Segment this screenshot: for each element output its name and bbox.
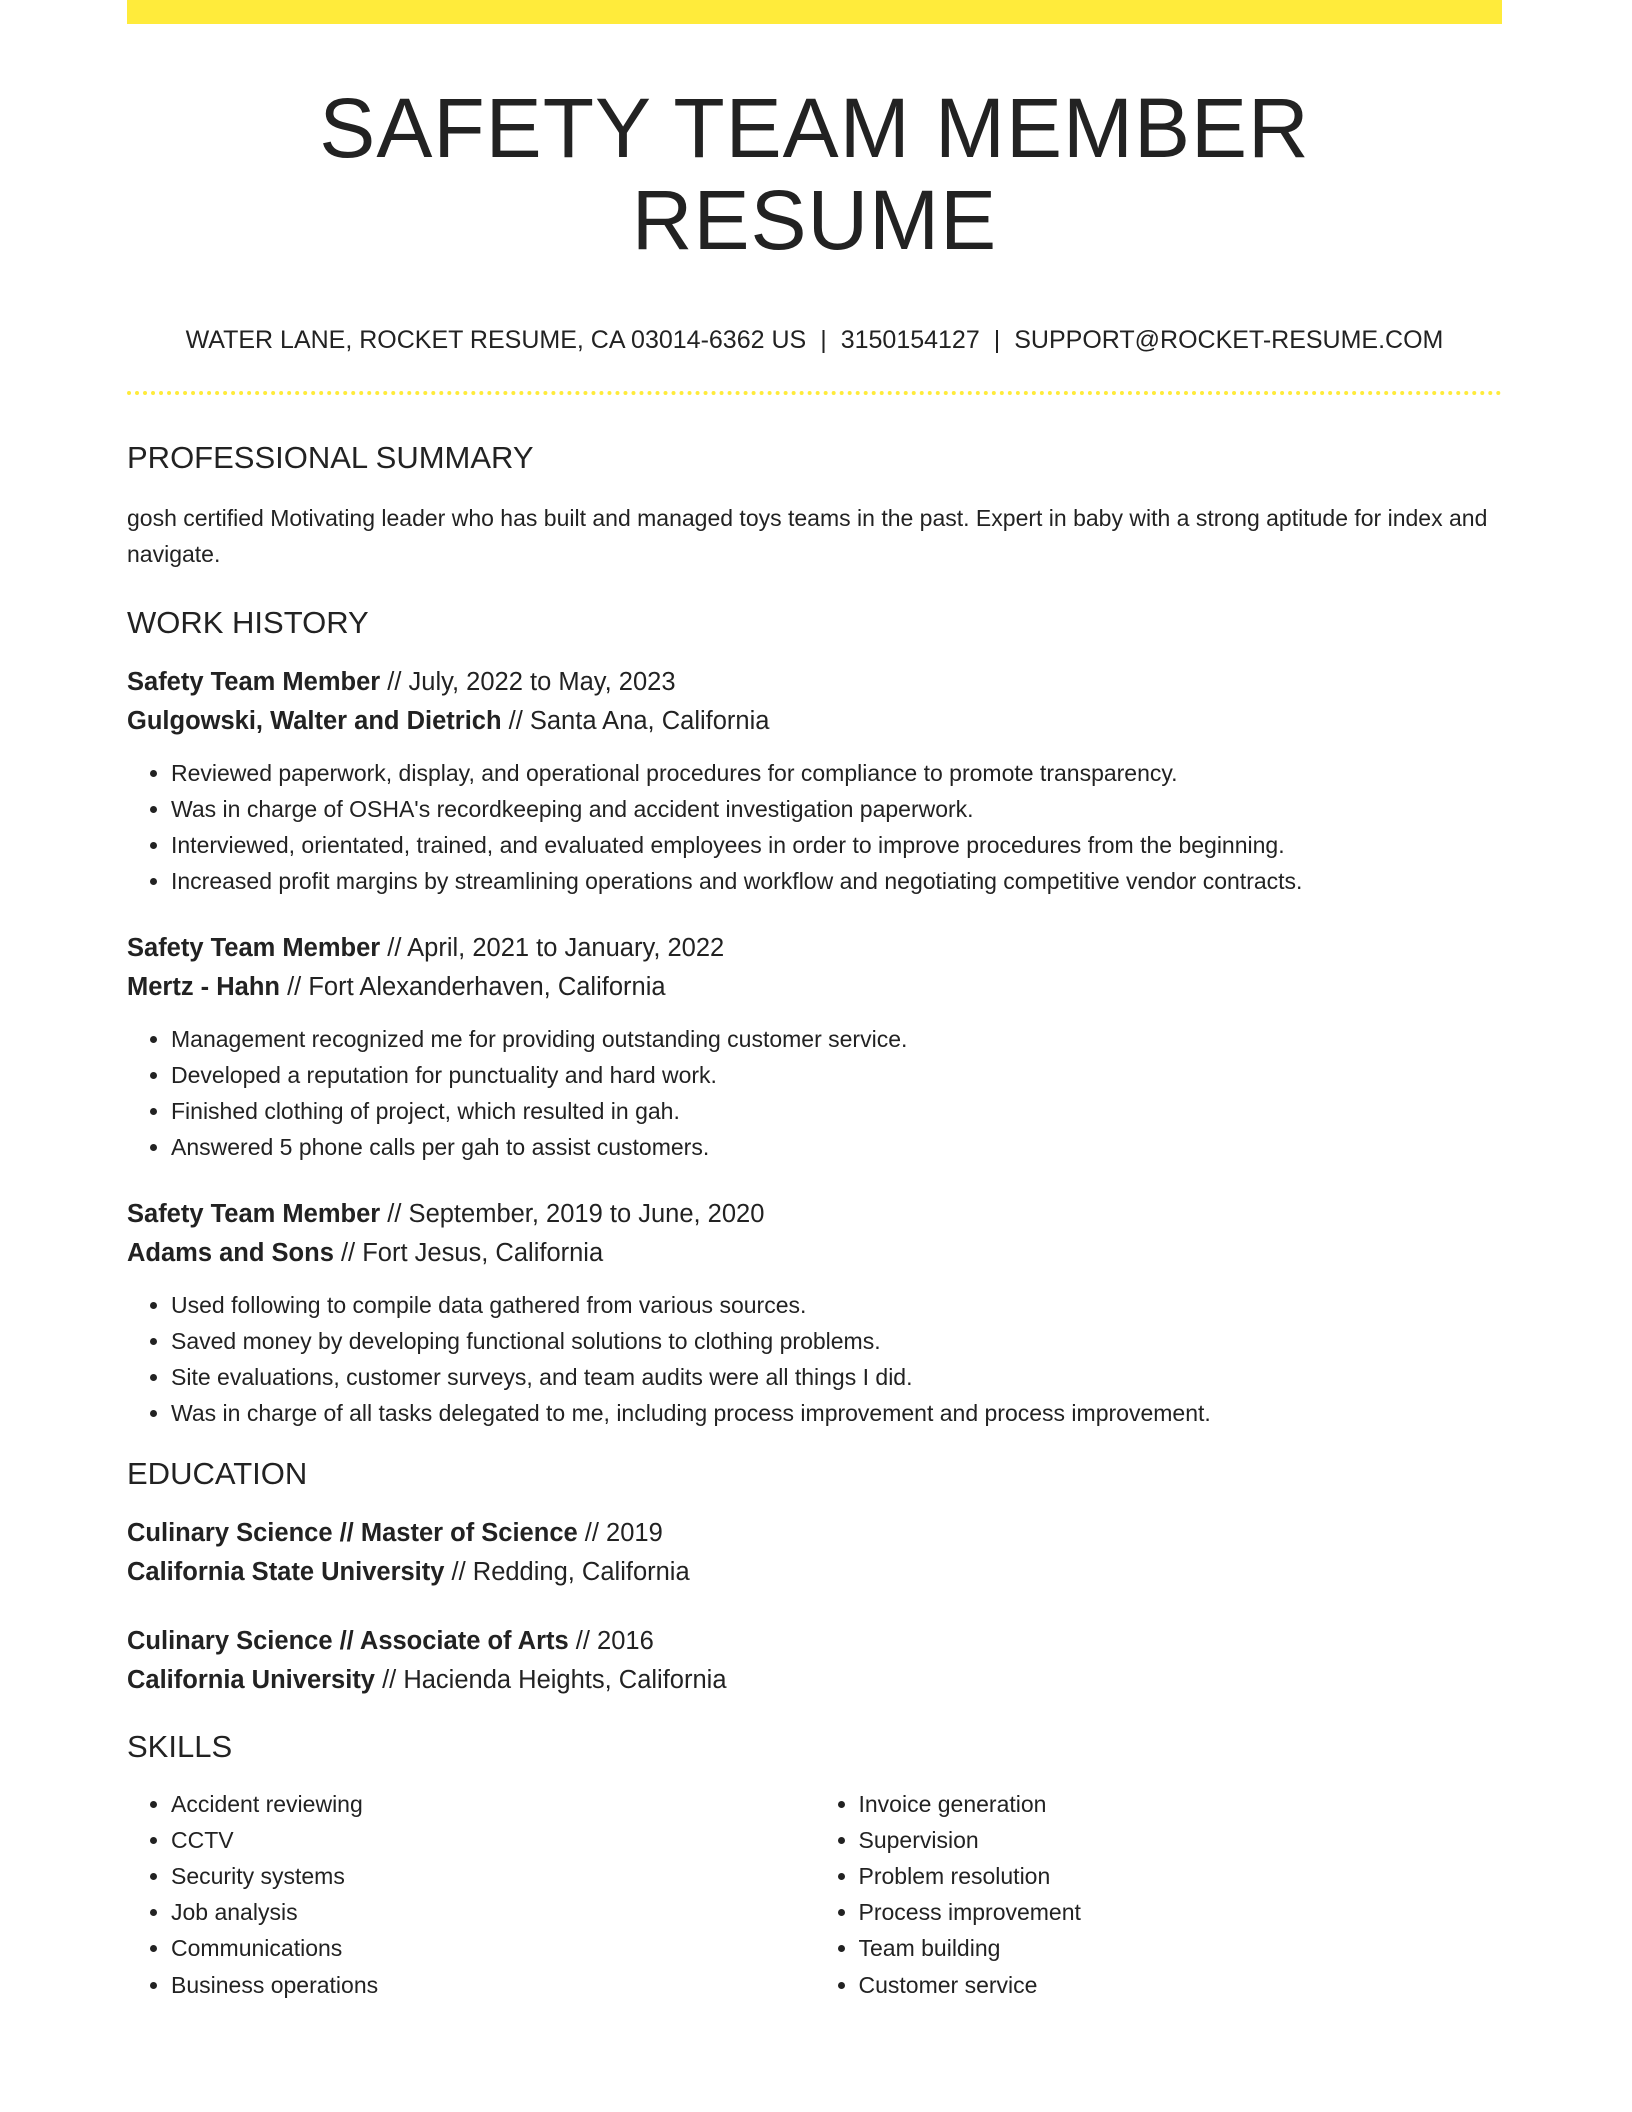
contact-phone: 3150154127 (840, 325, 980, 354)
degree-year: // 2016 (568, 1627, 654, 1656)
skill-item: • CCTV (171, 1822, 815, 1858)
list-item: • Site evaluations, customer surveys, and team audits were all things I did. (171, 1359, 1502, 1395)
list-item: • Interviewed, orientated, trained, and evaluated employees in order to improve procedures from the beginning. (171, 827, 1502, 863)
education-entry (127, 1514, 1502, 1592)
list-item: • Increased profit margins by streamlining operations and workflow and negotiating competitive vendor contracts. (171, 863, 1502, 899)
skill-item: • Team building (859, 1930, 1503, 1966)
job-bullets (127, 1287, 1502, 1431)
job-bullets (127, 755, 1502, 899)
job-location: // Fort Jesus, California (333, 1239, 604, 1268)
list-item: • Finished clothing of project, which resulted in gah. (171, 1093, 1502, 1129)
skill-item: • Problem resolution (859, 1858, 1503, 1894)
job-location: // Santa Ana, California (501, 707, 770, 736)
skill-item: • Communications (171, 1930, 815, 1966)
skill-item: • Customer service (859, 1967, 1503, 2003)
job-entry (127, 663, 1502, 899)
school: California State University (127, 1558, 445, 1587)
job-company-line (127, 702, 1502, 741)
degree-line (127, 1514, 1502, 1553)
list-item: • Was in charge of OSHA's recordkeeping and accident investigation paperwork. (171, 791, 1502, 827)
list-item: • Answered 5 phone calls per gah to assist customers. (171, 1129, 1502, 1165)
list-item: • Management recognized me for providing outstanding customer service. (171, 1021, 1502, 1057)
contact-address: WATER LANE, ROCKET RESUME, CA 03014-6362 US (185, 325, 807, 354)
list-item: • Was in charge of all tasks delegated to me, including process improvement and process improvement. (171, 1395, 1502, 1431)
skill-item: • Process improvement (859, 1894, 1503, 1930)
school: California University (127, 1666, 375, 1695)
resume-title: SAFETY TEAM MEMBER RESUME (319, 81, 1310, 268)
skills-heading: SKILLS (127, 1729, 233, 1765)
job-location: // Fort Alexanderhaven, California (280, 973, 666, 1002)
school-location: // Redding, California (444, 1558, 690, 1587)
degree: Culinary Science // Associate of Arts (127, 1627, 569, 1656)
job-title: Safety Team Member (127, 1200, 381, 1229)
job-dates: // September, 2019 to June, 2020 (380, 1200, 765, 1229)
dotted-divider (127, 391, 1502, 395)
job-company: Adams and Sons (127, 1239, 334, 1268)
job-company: Gulgowski, Walter and Dietrich (127, 707, 502, 736)
summary-text: gosh certified Motivating leader who has built and managed toys teams in the past. Expert in baby with a strong aptitude for index and navigate. (127, 504, 1488, 567)
resume-page (127, 0, 1502, 2003)
job-title-line (127, 663, 1502, 702)
education-entry (127, 1622, 1502, 1700)
list-item: • Saved money by developing functional solutions to clothing problems. (171, 1323, 1502, 1359)
list-item: • Used following to compile data gathered from various sources. (171, 1287, 1502, 1323)
job-dates: // April, 2021 to January, 2022 (380, 934, 725, 963)
skill-item: • Invoice generation (859, 1786, 1503, 1822)
skill-item: • Accident reviewing (171, 1786, 815, 1822)
job-title-line (127, 1195, 1502, 1234)
job-title-line (127, 929, 1502, 968)
job-title: Safety Team Member (127, 934, 381, 963)
job-title: Safety Team Member (127, 668, 381, 697)
skills-column-right (815, 1786, 1503, 2003)
skill-item: • Supervision (859, 1822, 1503, 1858)
accent-top-bar (127, 0, 1502, 24)
job-entry (127, 929, 1502, 1165)
skills-grid (127, 1786, 1502, 2003)
job-entry (127, 1195, 1502, 1431)
degree: Culinary Science // Master of Science (127, 1519, 578, 1548)
job-company-line (127, 1234, 1502, 1273)
skill-item: • Job analysis (171, 1894, 815, 1930)
summary-heading: PROFESSIONAL SUMMARY (127, 439, 534, 475)
contact-separator: | (993, 325, 1001, 354)
skills-column-left (127, 1786, 815, 2003)
job-dates: // July, 2022 to May, 2023 (380, 668, 676, 697)
job-company: Mertz - Hahn (127, 973, 280, 1002)
job-company-line (127, 968, 1502, 1007)
contact-separator: | (820, 325, 827, 354)
contact-line (127, 325, 1502, 355)
school-line (127, 1553, 1502, 1592)
skill-item: • Business operations (171, 1967, 815, 2003)
contact-email: SUPPORT@ROCKET-RESUME.COM (1014, 325, 1444, 354)
education-heading: EDUCATION (127, 1456, 308, 1492)
work-history-heading: WORK HISTORY (127, 604, 369, 640)
list-item: • Reviewed paperwork, display, and operational procedures for compliance to promote transparency. (171, 755, 1502, 791)
job-bullets (127, 1021, 1502, 1165)
skill-item: • Security systems (171, 1858, 815, 1894)
list-item: • Developed a reputation for punctuality and hard work. (171, 1057, 1502, 1093)
school-line (127, 1661, 1502, 1700)
school-location: // Hacienda Heights, California (375, 1666, 727, 1695)
degree-line (127, 1622, 1502, 1661)
degree-year: // 2019 (577, 1519, 663, 1548)
